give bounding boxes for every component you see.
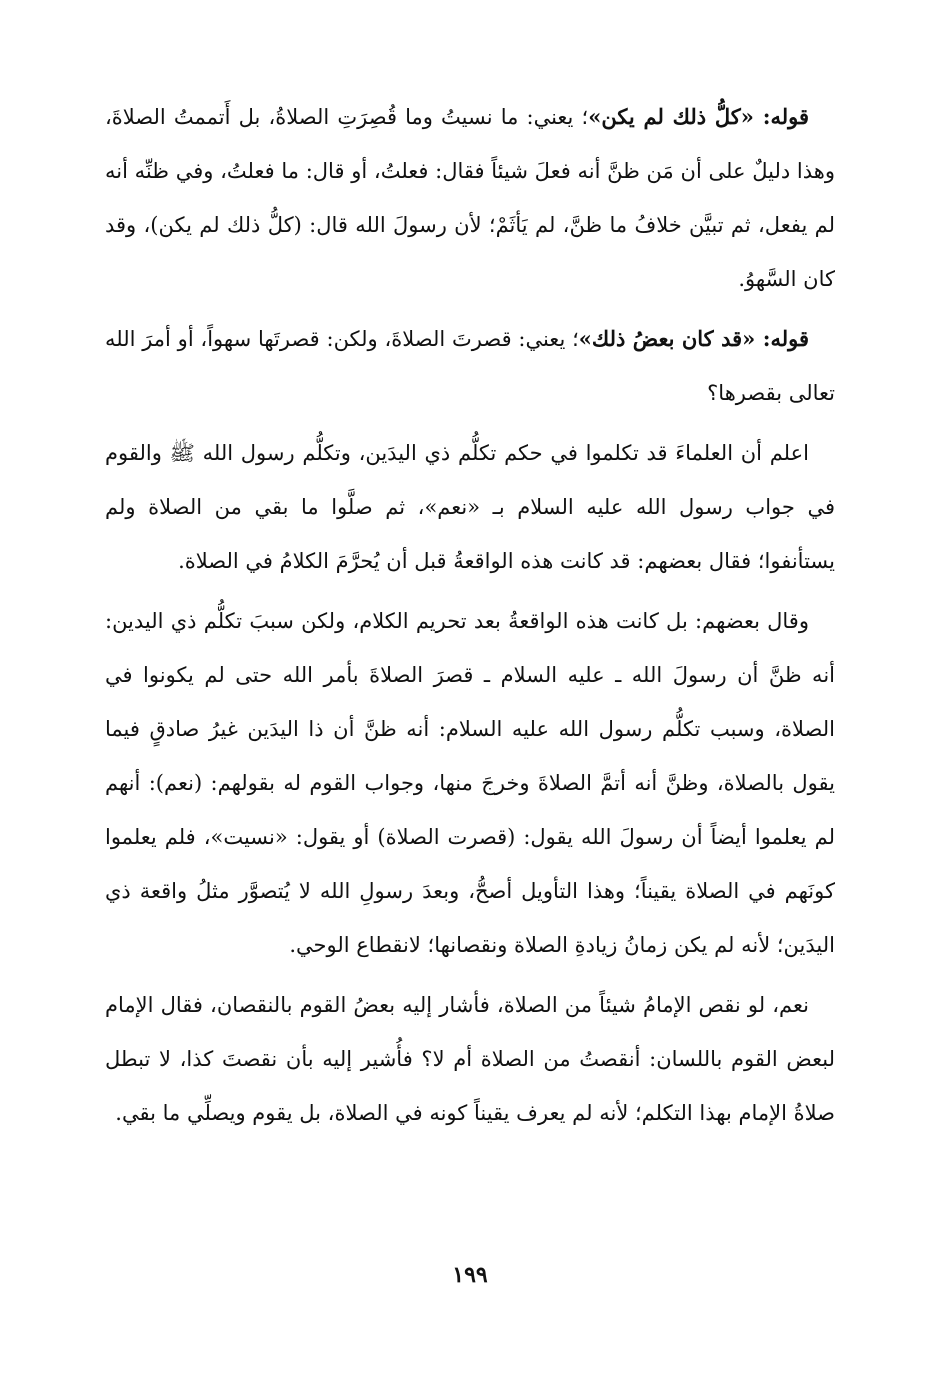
paragraph-3 <box>105 426 835 588</box>
quoted-hadith: «كلُّ ذلك لم يكن» <box>588 104 754 129</box>
paragraph-lead: قوله: <box>753 104 809 129</box>
paragraph-1 <box>105 90 835 306</box>
paragraph-text: وقال بعضهم: بل كانت هذه الواقعةُ بعد تحريم الكلام، ولكن سببَ تكلُّم ذي اليدين: أنه ظنَّ أن رسولَ الله ـ عليه السلام ـ قصرَ الصلاةَ بأمر الله حتى لم يكونوا في الصلاة، وسبب تكلُّم رسول الله عليه السلام: أنه ظنَّ أن ذا اليدَين غيرُ صادقٍ فيما يقول بالصلاة، وظنَّ أنه أتمَّ الصلاةَ وخرجَ منها، وجواب القوم له بقولهم: (نعم): أنهم لم يعلموا أيضاً أن رسولَ الله يقول: (قصرت الصلاة) أو يقول: «نسيت»، فلم يعلموا كونَهم في الصلاة يقيناً؛ وهذا التأويل أصحُّ، وبعدَ رسولِ الله لا يُتصوَّر مثلُ واقعة ذي اليدَين؛ لأنه لم يكن زمانُ زيادةِ الصلاة ونقصانها؛ لانقطاع الوحي. <box>105 609 835 957</box>
paragraph-text: نعم، لو نقص الإمامُ شيئاً من الصلاة، فأشار إليه بعضُ القوم بالنقصان، فقال الإمام لبعض القوم باللسان: أنقصتُ من الصلاة أم لا؟ فأُشير إليه بأن نقصتَ كذا، لا تبطل صلاةُ الإمام بهذا التكلم؛ لأنه لم يعرف يقيناً كونه في الصلاة، بل يقوم ويصلِّي ما بقي. <box>105 993 835 1125</box>
paragraph-text: اعلم أن العلماءَ قد تكلموا في حكم تكلُّم ذي اليدَين، وتكلُّم رسول الله ﷺ والقوم في جواب رسول الله عليه السلام بـ «نعم»، ثم صلَّوا ما بقي من الصلاة ولم يستأنفوا؛ فقال بعضهم: قد كانت هذه الواقعةُ قبل أن يُحرَّمَ الكلامُ في الصلاة. <box>105 441 835 573</box>
paragraph-text: ؛ يعني: ما نسيتُ وما قُصِرَتِ الصلاةُ، بل أَتممتُ الصلاةَ، وهذا دليلٌ على أن مَن ظنَّ أنه فعلَ شيئاً فقال: فعلتُ، أو قال: ما فعلتُ، وفي ظنِّه أنه لم يفعل، ثم تبيَّن خلافُ ما ظنَّ، لم يَأثَمْ؛ لأن رسولَ الله قال: (كلُّ ذلك لم يكن)، وقد كان السَّهوُ. <box>105 105 835 291</box>
paragraph-lead: قوله: <box>755 326 809 351</box>
paragraph-2 <box>105 312 835 420</box>
paragraph-5 <box>105 978 835 1140</box>
quoted-hadith: «قد كان بعضُ ذلك» <box>578 326 756 351</box>
page-body <box>105 90 835 1146</box>
paragraph-text: ؛ يعني: قصرتَ الصلاةَ، ولكن: قصرتَها سهواً، أو أمرَ الله تعالى بقصرها؟ <box>105 327 835 405</box>
page-number: ١٩٩ <box>452 1262 488 1288</box>
paragraph-4 <box>105 594 835 972</box>
